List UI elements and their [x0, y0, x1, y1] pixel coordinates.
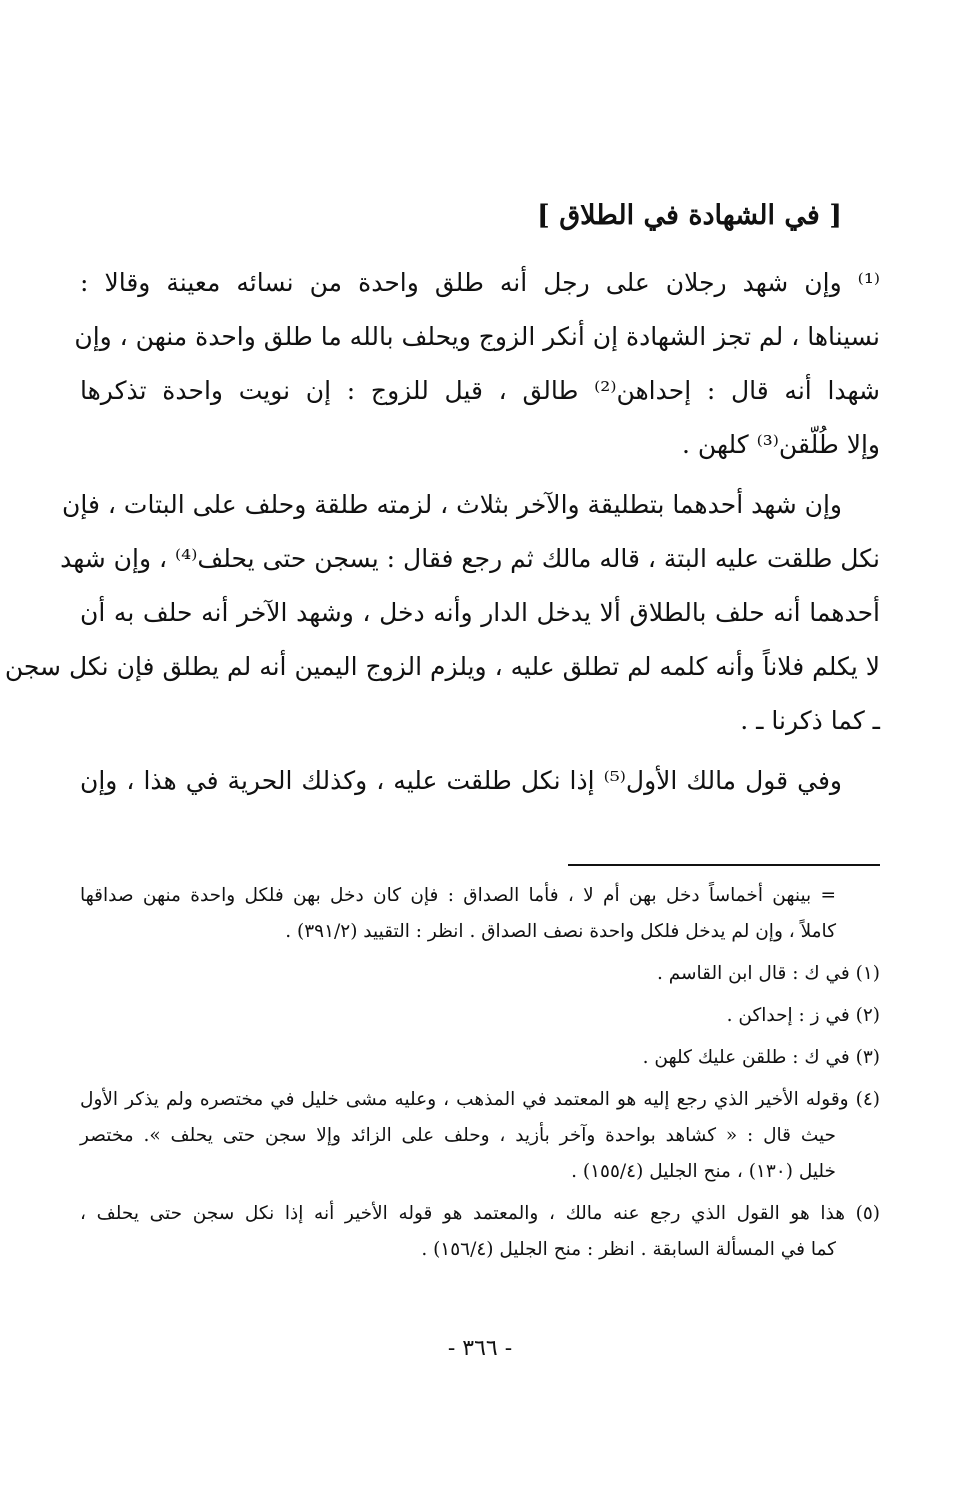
text-line: وفي قول مالك الأول⁽⁵⁾ إذا نكل طلقت عليه ، وكذلك الحرية في هذا ، وإن — [80, 766, 842, 795]
text-line: ⁽¹⁾ وإن شهد رجلان على رجل أنه طلق واحدة من نسائه معينة وقالا : — [80, 268, 880, 297]
text-line: أحدهما أنه حلف بالطلاق ألا يدخل الدار وأنه دخل ، وشهد الآخر أنه حلف به أن — [80, 598, 880, 627]
footnote-divider — [568, 864, 880, 866]
footnote-4-line: (٤) وقوله الأخير الذي رجع إليه هو المعتمد في المذهب ، وعليه مشى خليل في مختصره ولم يذكر الأول — [80, 1089, 880, 1110]
footnote-continuation-line: = بينهن أخماساً دخل بهن أم لا ، فأما الصداق : فإن كان دخل بهن فلكل واحدة منهن صداقها — [80, 885, 836, 906]
section-heading: [ في الشهادة في الطلاق ] — [537, 200, 842, 231]
footnote-2: (٢) في ز : إحداكن . — [726, 1005, 880, 1026]
footnote-continuation-line: كاملاً ، وإن لم يدخل فلكل واحدة نصف الصداق . انظر : التقييد (٣٩١/٢) . — [285, 921, 836, 942]
text-line: نكل طلقت عليه البتة ، قاله مالك ثم رجع فقال : يسجن حتى يحلف⁽⁴⁾ ، وإن شهد — [60, 544, 880, 573]
paragraph-1 — [74, 256, 880, 472]
text-line: وإن شهد أحدهما بتطليقة والآخر بثلاث ، لزمته طلقة وحلف على البتات ، فإن — [62, 490, 842, 519]
footnote-4-line: حيث قال : « كشاهد بواحدة وآخر بأزيد ، وحلف على الزائد وإلا سجن حتى يحلف ». مختصر — [80, 1125, 836, 1146]
text-line: وإلا طُلّقن⁽³⁾ كلهن . — [682, 430, 880, 459]
footnote-1: (١) في ك : قال ابن القاسم . — [656, 963, 880, 984]
paragraph-3 — [80, 754, 880, 808]
footnote-4-line: خليل (١٣٠) ، منح الجليل (١٥٥/٤) . — [571, 1161, 836, 1182]
footnote-5-line: كما في المسألة السابقة . انظر : منح الجليل (١٥٦/٤) . — [421, 1239, 836, 1260]
main-text — [4, 256, 880, 808]
text-line: شهدا أنه قال : إحداهن⁽²⁾ طالق ، قيل للزوج : إن نويت واحدة تذكرها — [80, 376, 880, 405]
footnotes — [80, 878, 880, 1268]
footnote-5-line: (٥) هذا هو القول الذي رجع عنه مالك ، والمعتمد هو قوله الأخير أنه إذا نكل سجن حتى يحلف ، — [80, 1203, 880, 1224]
document-page — [4, 0, 880, 1494]
text-line: لا يكلم فلاناً وأنه كلمه لم تطلق عليه ، ويلزم الزوج اليمين أنه لم يطلق فإن نكل سجن — [4, 652, 880, 681]
text-line: نسيناها ، لم تجز الشهادة إن أنكر الزوج ويحلف بالله ما طلق واحدة منهن ، وإن — [74, 322, 880, 351]
footnote-3: (٣) في ك : طلقن عليك كلهن . — [642, 1047, 880, 1068]
paragraph-2 — [4, 478, 880, 748]
text-line: ـ كما ذكرنا ـ . — [740, 706, 880, 735]
page-number: - ٣٦٦ - — [447, 1336, 513, 1361]
